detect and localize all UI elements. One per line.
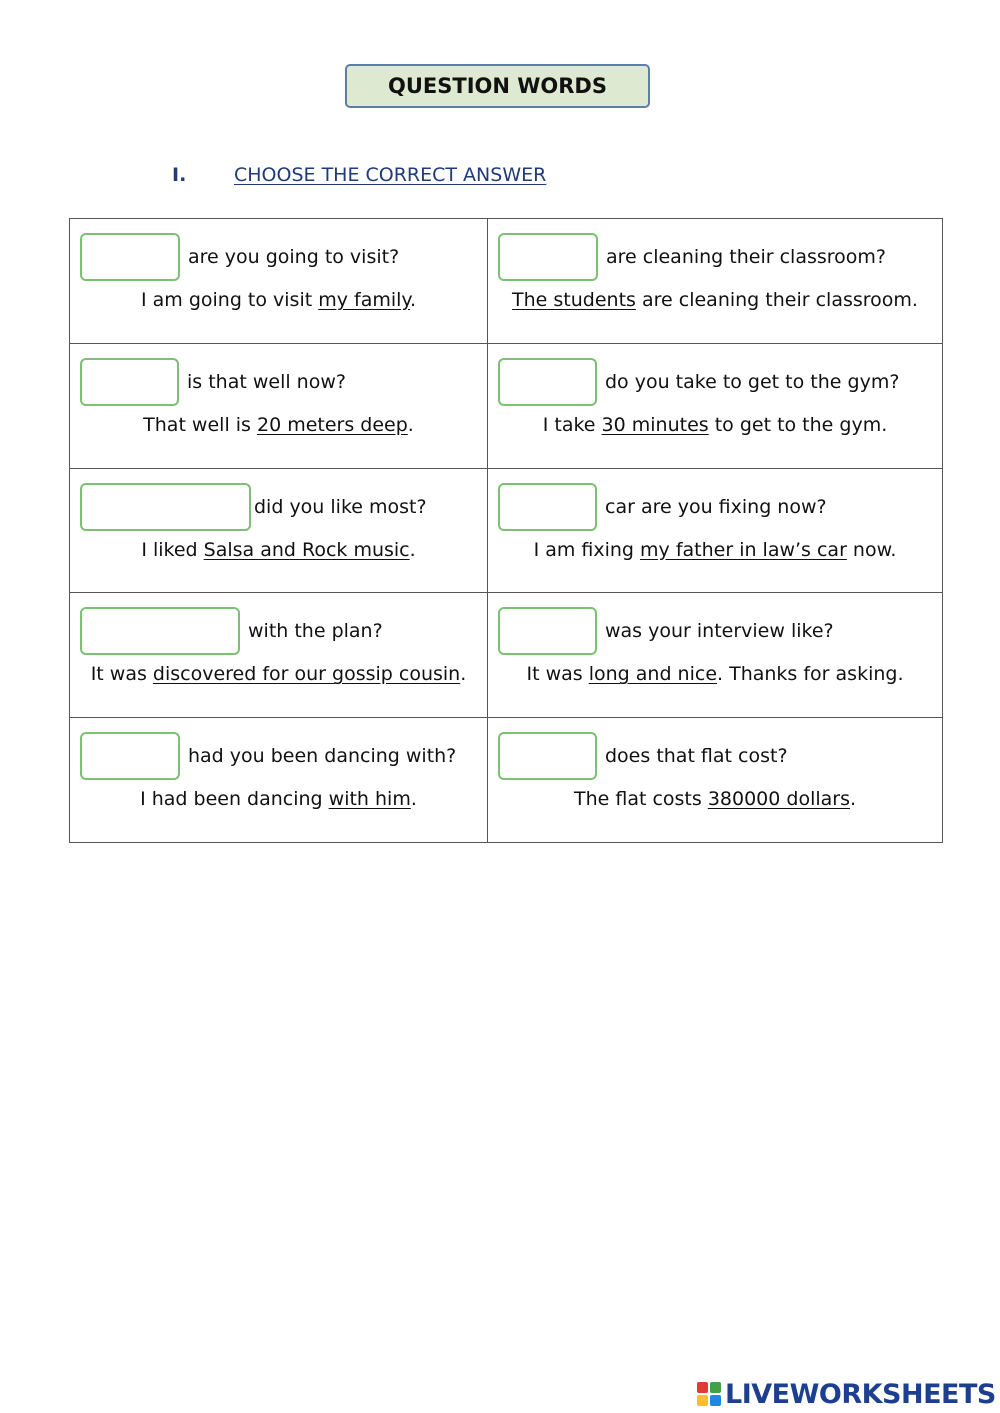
- exercise-cell: [70, 343, 488, 468]
- question-line: [498, 607, 834, 655]
- answer-sentence: I am fixing my father in law’s car now.: [533, 538, 897, 561]
- liveworksheets-logo: [697, 1378, 996, 1410]
- answer-sentence: It was discovered for our gossip cousin.: [90, 663, 467, 686]
- question-text: do you take to get to the gym?: [605, 370, 900, 393]
- table-row: [70, 343, 943, 468]
- underlined-answer: long and nice: [588, 663, 718, 686]
- answer-sentence: I am going to visit my family.: [140, 289, 417, 311]
- answer-blank[interactable]: [498, 358, 597, 406]
- table-row: [70, 593, 943, 718]
- logo-text: LIVEWORKSHEETS: [725, 1378, 996, 1410]
- page-title: QUESTION WORDS: [345, 64, 650, 108]
- section-number: I.: [172, 164, 187, 186]
- underlined-answer: 380000 dollars: [707, 788, 850, 811]
- question-line: [80, 483, 427, 531]
- answer-sentence: The flat costs 380000 dollars.: [573, 788, 857, 811]
- question-text: is that well now?: [187, 370, 346, 393]
- question-line: [80, 358, 346, 406]
- exercise-cell: [70, 593, 488, 718]
- exercise-cell: [488, 219, 943, 344]
- answer-blank[interactable]: [80, 233, 180, 281]
- question-text: did you like most?: [254, 495, 427, 518]
- question-text: are you going to visit?: [188, 246, 400, 268]
- logo-icon: [697, 1382, 721, 1406]
- logo-square-red: [697, 1382, 708, 1393]
- question-line: [498, 358, 899, 406]
- question-text: are cleaning their classroom?: [606, 246, 886, 268]
- exercise-table: [69, 218, 943, 843]
- exercise-cell: [488, 718, 943, 843]
- question-line: [80, 607, 383, 655]
- underlined-answer: 30 minutes: [601, 413, 709, 436]
- answer-blank[interactable]: [498, 732, 597, 780]
- answer-blank[interactable]: [498, 233, 598, 281]
- underlined-answer: Salsa and Rock music: [203, 538, 410, 561]
- question-line: [498, 233, 886, 281]
- question-line: [80, 732, 456, 780]
- question-text: does that flat cost?: [605, 745, 788, 768]
- underlined-answer: my father in law’s car: [640, 538, 847, 561]
- exercise-cell: [70, 718, 488, 843]
- exercise-cell: [70, 219, 488, 344]
- question-line: [498, 732, 788, 780]
- table-row: [70, 718, 943, 843]
- answer-sentence: I had been dancing with him.: [140, 788, 417, 811]
- question-text: car are you fixing now?: [605, 495, 827, 518]
- answer-blank[interactable]: [498, 607, 597, 655]
- underlined-answer: The students: [512, 289, 636, 311]
- answer-sentence: I take 30 minutes to get to the gym.: [542, 413, 888, 436]
- exercise-cell: [488, 593, 943, 718]
- answer-sentence: I liked Salsa and Rock music.: [141, 538, 416, 561]
- answer-blank[interactable]: [498, 483, 597, 531]
- question-text: was your interview like?: [605, 620, 834, 643]
- underlined-answer: with him: [328, 788, 411, 811]
- exercise-cell: [488, 468, 943, 593]
- logo-square-yellow: [697, 1395, 708, 1406]
- answer-sentence: The students are cleaning their classroom.: [512, 289, 918, 311]
- logo-square-blue: [710, 1395, 721, 1406]
- underlined-answer: 20 meters deep: [256, 413, 408, 436]
- table-row: [70, 219, 943, 344]
- section-instruction: CHOOSE THE CORRECT ANSWER: [234, 164, 547, 186]
- answer-sentence: It was long and nice. Thanks for asking.: [526, 663, 904, 686]
- answer-blank[interactable]: [80, 483, 251, 531]
- question-line: [80, 233, 399, 281]
- answer-blank[interactable]: [80, 358, 179, 406]
- table-row: [70, 468, 943, 593]
- underlined-answer: discovered for our gossip cousin: [152, 663, 461, 686]
- answer-sentence: That well is 20 meters deep.: [143, 413, 414, 436]
- exercise-cell: [70, 468, 488, 593]
- answer-blank[interactable]: [80, 732, 180, 780]
- exercise-cell: [488, 343, 943, 468]
- question-text: had you been dancing with?: [188, 745, 457, 768]
- question-text: with the plan?: [248, 620, 383, 643]
- question-line: [498, 483, 827, 531]
- answer-blank[interactable]: [80, 607, 240, 655]
- logo-square-green: [710, 1382, 721, 1393]
- underlined-answer: my family: [318, 289, 410, 311]
